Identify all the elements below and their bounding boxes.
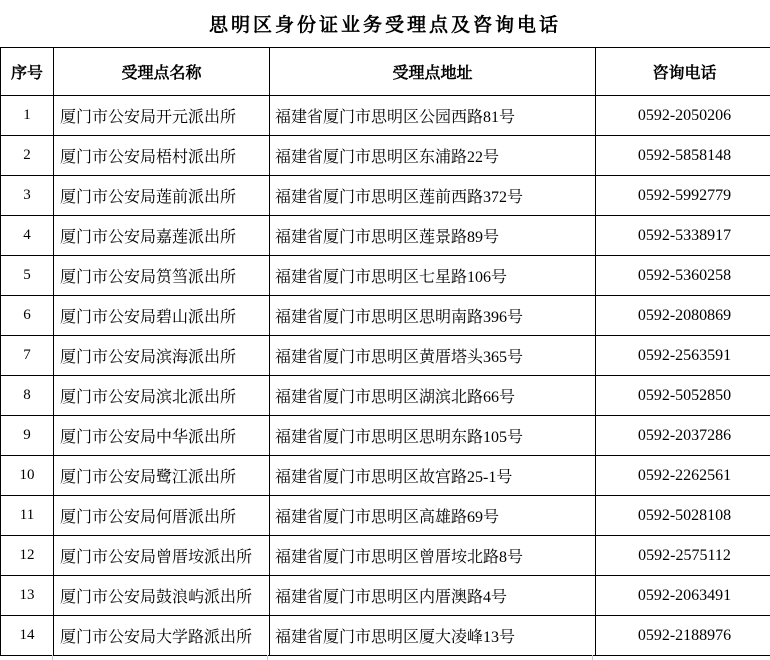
row-phone-cell: 0592-2575112 [596,536,770,576]
row-name-cell: 厦门市公安局莲前派出所 [54,176,270,216]
row-name-cell: 厦门市公安局滨海派出所 [54,336,270,376]
page-title: 思明区身份证业务受理点及咨询电话 [208,14,561,36]
row-address-cell: 福建省厦门市思明区七星路106号 [270,256,596,296]
row-phone-cell: 0592-5338917 [596,216,770,256]
row-index-cell: 4 [1,216,54,256]
table-row [1,256,770,296]
table-row [1,376,770,416]
table-row [1,296,770,336]
table-row [1,616,770,656]
gridline-artifact [592,655,593,660]
row-index-cell: 10 [1,456,54,496]
table-row [1,176,770,216]
table-row [1,576,770,616]
row-index-cell: 7 [1,336,54,376]
row-name-cell: 厦门市公安局筼筜派出所 [54,256,270,296]
row-address-cell: 福建省厦门市思明区高雄路69号 [270,496,596,536]
row-name-cell: 厦门市公安局嘉莲派出所 [54,216,270,256]
row-address-cell: 福建省厦门市思明区公园西路81号 [270,96,596,136]
table-row [1,536,770,576]
row-index-cell: 11 [1,496,54,536]
row-address-cell: 福建省厦门市思明区湖滨北路66号 [270,376,596,416]
row-index-cell: 12 [1,536,54,576]
row-address-cell: 福建省厦门市思明区内厝澳路4号 [270,576,596,616]
row-name-cell: 厦门市公安局大学路派出所 [54,616,270,656]
row-name-cell: 厦门市公安局滨北派出所 [54,376,270,416]
row-phone-cell: 0592-2050206 [596,96,770,136]
table-row [1,336,770,376]
row-phone-cell: 0592-2037286 [596,416,770,456]
row-address-cell: 福建省厦门市思明区思明东路105号 [270,416,596,456]
row-address-cell: 福建省厦门市思明区故宫路25-1号 [270,456,596,496]
row-index-cell: 9 [1,416,54,456]
table-row [1,136,770,176]
row-index-cell: 5 [1,256,54,296]
row-index-cell: 3 [1,176,54,216]
row-phone-cell: 0592-5052850 [596,376,770,416]
table-row [1,416,770,456]
row-phone-cell: 0592-2262561 [596,456,770,496]
table-row [1,496,770,536]
header-index: 序号 [1,48,54,96]
row-address-cell: 福建省厦门市思明区莲前西路372号 [270,176,596,216]
row-index-cell: 2 [1,136,54,176]
row-name-cell: 厦门市公安局何厝派出所 [54,496,270,536]
row-name-cell: 厦门市公安局鼓浪屿派出所 [54,576,270,616]
header-phone: 咨询电话 [596,48,770,96]
row-phone-cell: 0592-2188976 [596,616,770,656]
gridline-artifact [267,655,268,660]
row-address-cell: 福建省厦门市思明区莲景路89号 [270,216,596,256]
row-address-cell: 福建省厦门市思明区曾厝垵北路8号 [270,536,596,576]
row-address-cell: 福建省厦门市思明区黄厝塔头365号 [270,336,596,376]
row-index-cell: 1 [1,96,54,136]
row-index-cell: 14 [1,616,54,656]
row-name-cell: 厦门市公安局鹭江派出所 [54,456,270,496]
row-address-cell: 福建省厦门市思明区东浦路22号 [270,136,596,176]
row-phone-cell: 0592-5858148 [596,136,770,176]
row-name-cell: 厦门市公安局开元派出所 [54,96,270,136]
row-phone-cell: 0592-2563591 [596,336,770,376]
row-phone-cell: 0592-5992779 [596,176,770,216]
row-name-cell: 厦门市公安局梧村派出所 [54,136,270,176]
header-row [1,48,770,96]
table-row [1,216,770,256]
table-body [1,96,770,656]
row-name-cell: 厦门市公安局中华派出所 [54,416,270,456]
row-name-cell: 厦门市公安局碧山派出所 [54,296,270,336]
row-phone-cell: 0592-5028108 [596,496,770,536]
gridline-artifact [52,655,53,660]
row-phone-cell: 0592-2063491 [596,576,770,616]
table-row [1,456,770,496]
row-name-cell: 厦门市公安局曾厝垵派出所 [54,536,270,576]
row-phone-cell: 0592-5360258 [596,256,770,296]
header-name: 受理点名称 [54,48,270,96]
row-address-cell: 福建省厦门市思明区思明南路396号 [270,296,596,336]
row-phone-cell: 0592-2080869 [596,296,770,336]
acceptance-points-table [0,47,770,656]
row-address-cell: 福建省厦门市思明区厦大凌峰13号 [270,616,596,656]
table-header [1,48,770,96]
row-index-cell: 6 [1,296,54,336]
header-address: 受理点地址 [270,48,596,96]
row-index-cell: 13 [1,576,54,616]
row-index-cell: 8 [1,376,54,416]
table-row [1,96,770,136]
